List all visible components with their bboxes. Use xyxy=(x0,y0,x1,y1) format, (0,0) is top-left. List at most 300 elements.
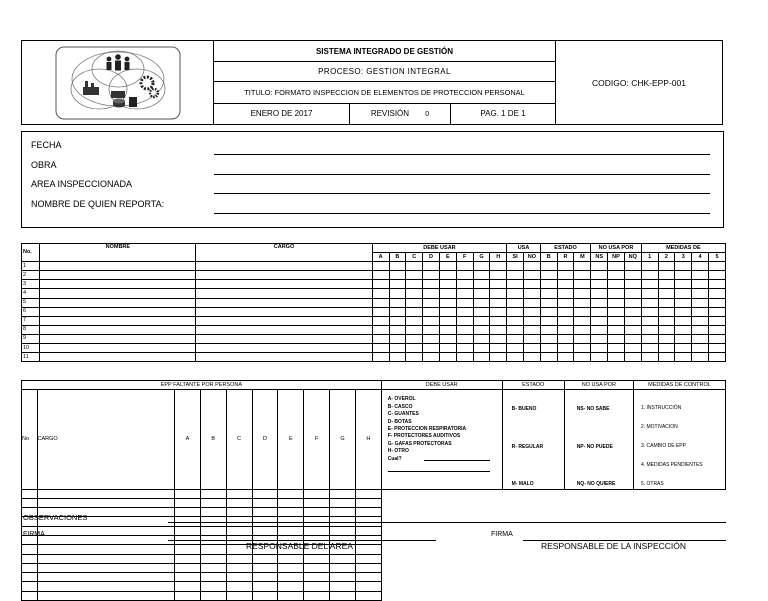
check-cell[interactable] xyxy=(540,280,557,289)
bot-letter-cell[interactable] xyxy=(252,489,278,498)
bot-no-cell[interactable] xyxy=(22,554,38,563)
check-cell[interactable] xyxy=(574,289,591,298)
bot-letter-cell[interactable] xyxy=(200,573,226,582)
bot-letter-cell[interactable] xyxy=(200,498,226,507)
check-cell[interactable] xyxy=(389,316,406,325)
check-cell[interactable] xyxy=(675,334,692,343)
bot-letter-cell[interactable] xyxy=(252,526,278,535)
check-cell[interactable] xyxy=(708,344,725,353)
check-cell[interactable] xyxy=(540,325,557,334)
cargo-cell[interactable] xyxy=(196,344,372,353)
check-cell[interactable] xyxy=(708,262,725,271)
bot-letter-cell[interactable] xyxy=(304,554,330,563)
check-cell[interactable] xyxy=(591,325,608,334)
nombre-cell[interactable] xyxy=(40,334,196,343)
check-cell[interactable] xyxy=(389,298,406,307)
check-cell[interactable] xyxy=(591,316,608,325)
bot-letter-cell[interactable] xyxy=(330,591,356,600)
check-cell[interactable] xyxy=(591,307,608,316)
check-cell[interactable] xyxy=(675,353,692,362)
check-cell[interactable] xyxy=(574,353,591,362)
check-cell[interactable] xyxy=(540,298,557,307)
check-cell[interactable] xyxy=(540,353,557,362)
check-cell[interactable] xyxy=(608,289,625,298)
cargo-cell[interactable] xyxy=(196,289,372,298)
check-cell[interactable] xyxy=(574,262,591,271)
check-cell[interactable] xyxy=(574,344,591,353)
check-cell[interactable] xyxy=(389,307,406,316)
check-cell[interactable] xyxy=(658,289,675,298)
check-cell[interactable] xyxy=(675,271,692,280)
check-cell[interactable] xyxy=(557,325,574,334)
nombre-cell[interactable] xyxy=(40,344,196,353)
bot-letter-cell[interactable] xyxy=(304,508,330,517)
bot-letter-cell[interactable] xyxy=(226,526,252,535)
check-cell[interactable] xyxy=(557,271,574,280)
bot-letter-cell[interactable] xyxy=(355,563,381,572)
check-cell[interactable] xyxy=(675,298,692,307)
bot-letter-cell[interactable] xyxy=(226,582,252,591)
check-cell[interactable] xyxy=(473,316,490,325)
check-cell[interactable] xyxy=(608,307,625,316)
check-cell[interactable] xyxy=(423,289,440,298)
check-cell[interactable] xyxy=(641,289,658,298)
bot-letter-cell[interactable] xyxy=(200,563,226,572)
check-cell[interactable] xyxy=(524,289,541,298)
bot-letter-cell[interactable] xyxy=(226,508,252,517)
check-cell[interactable] xyxy=(641,280,658,289)
check-cell[interactable] xyxy=(675,280,692,289)
bot-letter-cell[interactable] xyxy=(330,554,356,563)
nombre-cell[interactable] xyxy=(40,280,196,289)
check-cell[interactable] xyxy=(372,344,389,353)
check-cell[interactable] xyxy=(624,334,641,343)
check-cell[interactable] xyxy=(473,262,490,271)
cargo-cell[interactable] xyxy=(196,307,372,316)
bot-letter-cell[interactable] xyxy=(200,554,226,563)
check-cell[interactable] xyxy=(608,334,625,343)
check-cell[interactable] xyxy=(389,289,406,298)
check-cell[interactable] xyxy=(473,280,490,289)
check-cell[interactable] xyxy=(439,289,456,298)
bot-letter-cell[interactable] xyxy=(174,526,200,535)
check-cell[interactable] xyxy=(675,344,692,353)
bot-letter-cell[interactable] xyxy=(304,526,330,535)
bot-letter-cell[interactable] xyxy=(304,563,330,572)
bot-cargo-cell[interactable] xyxy=(37,591,174,600)
check-cell[interactable] xyxy=(708,353,725,362)
check-cell[interactable] xyxy=(574,271,591,280)
check-cell[interactable] xyxy=(608,280,625,289)
check-cell[interactable] xyxy=(456,289,473,298)
bot-letter-cell[interactable] xyxy=(330,498,356,507)
check-cell[interactable] xyxy=(423,353,440,362)
check-cell[interactable] xyxy=(608,344,625,353)
check-cell[interactable] xyxy=(574,334,591,343)
check-cell[interactable] xyxy=(658,280,675,289)
cargo-cell[interactable] xyxy=(196,271,372,280)
bot-no-cell[interactable] xyxy=(22,498,38,507)
check-cell[interactable] xyxy=(557,344,574,353)
check-cell[interactable] xyxy=(423,280,440,289)
check-cell[interactable] xyxy=(490,298,507,307)
check-cell[interactable] xyxy=(591,298,608,307)
check-cell[interactable] xyxy=(591,344,608,353)
check-cell[interactable] xyxy=(389,271,406,280)
bot-cargo-cell[interactable] xyxy=(37,489,174,498)
bot-letter-cell[interactable] xyxy=(226,573,252,582)
check-cell[interactable] xyxy=(692,353,709,362)
check-cell[interactable] xyxy=(423,344,440,353)
check-cell[interactable] xyxy=(490,334,507,343)
check-cell[interactable] xyxy=(524,344,541,353)
bot-cargo-cell[interactable] xyxy=(37,536,174,545)
check-cell[interactable] xyxy=(490,289,507,298)
bot-letter-cell[interactable] xyxy=(304,489,330,498)
bot-cargo-cell[interactable] xyxy=(37,554,174,563)
check-cell[interactable] xyxy=(540,334,557,343)
bot-letter-cell[interactable] xyxy=(174,591,200,600)
bot-letter-cell[interactable] xyxy=(278,582,304,591)
check-cell[interactable] xyxy=(675,289,692,298)
check-cell[interactable] xyxy=(658,298,675,307)
check-cell[interactable] xyxy=(406,298,423,307)
check-cell[interactable] xyxy=(624,325,641,334)
check-cell[interactable] xyxy=(641,298,658,307)
check-cell[interactable] xyxy=(473,344,490,353)
bot-cargo-cell[interactable] xyxy=(37,563,174,572)
check-cell[interactable] xyxy=(557,298,574,307)
check-cell[interactable] xyxy=(591,353,608,362)
bot-no-cell[interactable] xyxy=(22,573,38,582)
check-cell[interactable] xyxy=(490,353,507,362)
check-cell[interactable] xyxy=(524,353,541,362)
check-cell[interactable] xyxy=(692,280,709,289)
check-cell[interactable] xyxy=(557,316,574,325)
check-cell[interactable] xyxy=(389,344,406,353)
check-cell[interactable] xyxy=(456,334,473,343)
bot-letter-cell[interactable] xyxy=(330,526,356,535)
bot-letter-cell[interactable] xyxy=(355,582,381,591)
check-cell[interactable] xyxy=(406,325,423,334)
check-cell[interactable] xyxy=(524,298,541,307)
bot-letter-cell[interactable] xyxy=(355,573,381,582)
bot-letter-cell[interactable] xyxy=(304,498,330,507)
bot-letter-cell[interactable] xyxy=(355,498,381,507)
check-cell[interactable] xyxy=(641,307,658,316)
bot-letter-cell[interactable] xyxy=(278,563,304,572)
check-cell[interactable] xyxy=(389,280,406,289)
bot-no-cell[interactable] xyxy=(22,545,38,554)
bot-no-cell[interactable] xyxy=(22,582,38,591)
check-cell[interactable] xyxy=(608,353,625,362)
check-cell[interactable] xyxy=(641,262,658,271)
bot-letter-cell[interactable] xyxy=(252,508,278,517)
nombre-cell[interactable] xyxy=(40,298,196,307)
check-cell[interactable] xyxy=(490,325,507,334)
bot-letter-cell[interactable] xyxy=(252,573,278,582)
check-cell[interactable] xyxy=(540,262,557,271)
nombre-cell[interactable] xyxy=(40,353,196,362)
bot-letter-cell[interactable] xyxy=(278,591,304,600)
check-cell[interactable] xyxy=(624,262,641,271)
check-cell[interactable] xyxy=(675,307,692,316)
check-cell[interactable] xyxy=(524,334,541,343)
bot-cargo-cell[interactable] xyxy=(37,573,174,582)
area-line[interactable] xyxy=(214,193,710,194)
check-cell[interactable] xyxy=(608,298,625,307)
bot-letter-cell[interactable] xyxy=(278,508,304,517)
check-cell[interactable] xyxy=(524,307,541,316)
check-cell[interactable] xyxy=(423,334,440,343)
bot-letter-cell[interactable] xyxy=(252,582,278,591)
check-cell[interactable] xyxy=(490,307,507,316)
check-cell[interactable] xyxy=(692,325,709,334)
check-cell[interactable] xyxy=(624,298,641,307)
check-cell[interactable] xyxy=(473,289,490,298)
check-cell[interactable] xyxy=(692,334,709,343)
bot-letter-cell[interactable] xyxy=(330,563,356,572)
bot-letter-cell[interactable] xyxy=(174,489,200,498)
check-cell[interactable] xyxy=(507,325,524,334)
bot-cargo-cell[interactable] xyxy=(37,582,174,591)
check-cell[interactable] xyxy=(524,325,541,334)
bot-letter-cell[interactable] xyxy=(278,554,304,563)
cargo-cell[interactable] xyxy=(196,316,372,325)
check-cell[interactable] xyxy=(372,280,389,289)
check-cell[interactable] xyxy=(490,280,507,289)
check-cell[interactable] xyxy=(591,334,608,343)
check-cell[interactable] xyxy=(406,344,423,353)
bot-letter-cell[interactable] xyxy=(252,554,278,563)
bot-letter-cell[interactable] xyxy=(355,591,381,600)
bot-letter-cell[interactable] xyxy=(174,554,200,563)
check-cell[interactable] xyxy=(591,262,608,271)
check-cell[interactable] xyxy=(608,262,625,271)
check-cell[interactable] xyxy=(658,262,675,271)
check-cell[interactable] xyxy=(507,353,524,362)
check-cell[interactable] xyxy=(389,353,406,362)
bot-letter-cell[interactable] xyxy=(278,526,304,535)
bot-letter-cell[interactable] xyxy=(174,582,200,591)
check-cell[interactable] xyxy=(507,289,524,298)
bot-letter-cell[interactable] xyxy=(174,508,200,517)
check-cell[interactable] xyxy=(456,325,473,334)
bot-letter-cell[interactable] xyxy=(330,582,356,591)
check-cell[interactable] xyxy=(372,262,389,271)
check-cell[interactable] xyxy=(507,344,524,353)
check-cell[interactable] xyxy=(557,262,574,271)
bot-letter-cell[interactable] xyxy=(278,489,304,498)
check-cell[interactable] xyxy=(473,271,490,280)
bot-letter-cell[interactable] xyxy=(174,573,200,582)
cargo-cell[interactable] xyxy=(196,334,372,343)
check-cell[interactable] xyxy=(423,316,440,325)
check-cell[interactable] xyxy=(372,298,389,307)
bot-cargo-cell[interactable] xyxy=(37,545,174,554)
bot-letter-cell[interactable] xyxy=(304,591,330,600)
bot-letter-cell[interactable] xyxy=(226,498,252,507)
check-cell[interactable] xyxy=(540,316,557,325)
check-cell[interactable] xyxy=(641,271,658,280)
check-cell[interactable] xyxy=(439,334,456,343)
check-cell[interactable] xyxy=(591,289,608,298)
check-cell[interactable] xyxy=(406,280,423,289)
obra-line[interactable] xyxy=(214,174,710,175)
bot-letter-cell[interactable] xyxy=(278,498,304,507)
nombre-cell[interactable] xyxy=(40,271,196,280)
check-cell[interactable] xyxy=(624,316,641,325)
check-cell[interactable] xyxy=(641,325,658,334)
check-cell[interactable] xyxy=(624,344,641,353)
check-cell[interactable] xyxy=(557,353,574,362)
check-cell[interactable] xyxy=(641,316,658,325)
reporter-line[interactable] xyxy=(214,213,710,214)
check-cell[interactable] xyxy=(507,280,524,289)
check-cell[interactable] xyxy=(507,307,524,316)
check-cell[interactable] xyxy=(708,307,725,316)
bot-letter-cell[interactable] xyxy=(330,573,356,582)
bot-letter-cell[interactable] xyxy=(174,563,200,572)
check-cell[interactable] xyxy=(372,316,389,325)
bot-letter-cell[interactable] xyxy=(355,526,381,535)
check-cell[interactable] xyxy=(372,325,389,334)
check-cell[interactable] xyxy=(557,280,574,289)
check-cell[interactable] xyxy=(658,271,675,280)
cargo-cell[interactable] xyxy=(196,353,372,362)
check-cell[interactable] xyxy=(507,298,524,307)
check-cell[interactable] xyxy=(624,289,641,298)
check-cell[interactable] xyxy=(708,298,725,307)
check-cell[interactable] xyxy=(507,316,524,325)
check-cell[interactable] xyxy=(473,298,490,307)
check-cell[interactable] xyxy=(624,353,641,362)
cargo-cell[interactable] xyxy=(196,298,372,307)
check-cell[interactable] xyxy=(389,325,406,334)
check-cell[interactable] xyxy=(608,271,625,280)
bot-letter-cell[interactable] xyxy=(226,591,252,600)
bot-letter-cell[interactable] xyxy=(252,563,278,572)
check-cell[interactable] xyxy=(372,334,389,343)
check-cell[interactable] xyxy=(439,325,456,334)
bot-letter-cell[interactable] xyxy=(226,489,252,498)
cargo-cell[interactable] xyxy=(196,280,372,289)
check-cell[interactable] xyxy=(692,271,709,280)
check-cell[interactable] xyxy=(524,262,541,271)
check-cell[interactable] xyxy=(490,271,507,280)
check-cell[interactable] xyxy=(708,325,725,334)
bot-letter-cell[interactable] xyxy=(355,508,381,517)
check-cell[interactable] xyxy=(406,334,423,343)
check-cell[interactable] xyxy=(456,271,473,280)
nombre-cell[interactable] xyxy=(40,307,196,316)
check-cell[interactable] xyxy=(624,280,641,289)
check-cell[interactable] xyxy=(406,271,423,280)
bot-letter-cell[interactable] xyxy=(304,573,330,582)
check-cell[interactable] xyxy=(439,353,456,362)
check-cell[interactable] xyxy=(423,325,440,334)
check-cell[interactable] xyxy=(490,316,507,325)
check-cell[interactable] xyxy=(624,307,641,316)
check-cell[interactable] xyxy=(439,344,456,353)
check-cell[interactable] xyxy=(507,262,524,271)
check-cell[interactable] xyxy=(423,271,440,280)
bot-letter-cell[interactable] xyxy=(226,563,252,572)
check-cell[interactable] xyxy=(658,316,675,325)
check-cell[interactable] xyxy=(439,262,456,271)
check-cell[interactable] xyxy=(389,334,406,343)
check-cell[interactable] xyxy=(490,344,507,353)
check-cell[interactable] xyxy=(540,307,557,316)
nombre-cell[interactable] xyxy=(40,262,196,271)
check-cell[interactable] xyxy=(507,271,524,280)
bot-letter-cell[interactable] xyxy=(355,545,381,554)
check-cell[interactable] xyxy=(473,353,490,362)
check-cell[interactable] xyxy=(658,307,675,316)
check-cell[interactable] xyxy=(591,280,608,289)
check-cell[interactable] xyxy=(456,316,473,325)
check-cell[interactable] xyxy=(692,289,709,298)
bot-no-cell[interactable] xyxy=(22,489,38,498)
bot-cargo-cell[interactable] xyxy=(37,526,174,535)
check-cell[interactable] xyxy=(708,316,725,325)
check-cell[interactable] xyxy=(439,307,456,316)
bot-letter-cell[interactable] xyxy=(200,489,226,498)
check-cell[interactable] xyxy=(524,280,541,289)
check-cell[interactable] xyxy=(708,271,725,280)
check-cell[interactable] xyxy=(708,280,725,289)
check-cell[interactable] xyxy=(574,307,591,316)
check-cell[interactable] xyxy=(641,334,658,343)
check-cell[interactable] xyxy=(557,334,574,343)
check-cell[interactable] xyxy=(708,334,725,343)
check-cell[interactable] xyxy=(524,316,541,325)
check-cell[interactable] xyxy=(372,289,389,298)
check-cell[interactable] xyxy=(574,280,591,289)
check-cell[interactable] xyxy=(389,262,406,271)
check-cell[interactable] xyxy=(439,280,456,289)
check-cell[interactable] xyxy=(708,289,725,298)
check-cell[interactable] xyxy=(692,316,709,325)
check-cell[interactable] xyxy=(574,325,591,334)
check-cell[interactable] xyxy=(473,307,490,316)
check-cell[interactable] xyxy=(692,298,709,307)
bot-letter-cell[interactable] xyxy=(200,545,226,554)
check-cell[interactable] xyxy=(658,353,675,362)
bot-letter-cell[interactable] xyxy=(174,545,200,554)
bot-letter-cell[interactable] xyxy=(304,582,330,591)
check-cell[interactable] xyxy=(540,344,557,353)
bot-letter-cell[interactable] xyxy=(226,554,252,563)
check-cell[interactable] xyxy=(540,271,557,280)
bot-letter-cell[interactable] xyxy=(200,591,226,600)
check-cell[interactable] xyxy=(557,307,574,316)
check-cell[interactable] xyxy=(641,353,658,362)
check-cell[interactable] xyxy=(473,325,490,334)
check-cell[interactable] xyxy=(456,344,473,353)
check-cell[interactable] xyxy=(507,334,524,343)
check-cell[interactable] xyxy=(456,298,473,307)
cargo-cell[interactable] xyxy=(196,325,372,334)
check-cell[interactable] xyxy=(658,344,675,353)
check-cell[interactable] xyxy=(641,344,658,353)
check-cell[interactable] xyxy=(456,262,473,271)
check-cell[interactable] xyxy=(372,271,389,280)
bot-cargo-cell[interactable] xyxy=(37,498,174,507)
nombre-cell[interactable] xyxy=(40,325,196,334)
check-cell[interactable] xyxy=(675,316,692,325)
check-cell[interactable] xyxy=(423,298,440,307)
